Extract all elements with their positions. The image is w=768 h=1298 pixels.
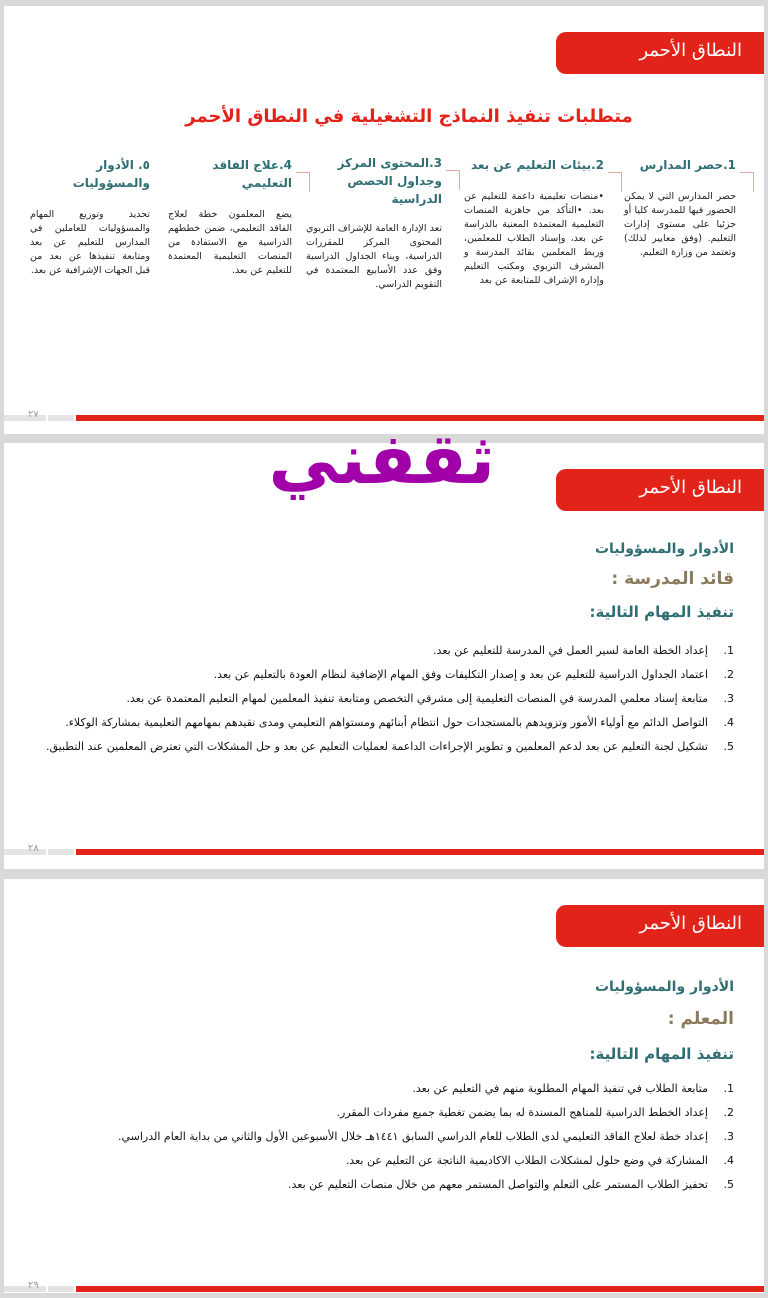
footer-grey-bar xyxy=(4,849,46,855)
list-item xyxy=(40,735,734,759)
footer-grey-bar xyxy=(48,415,74,421)
footer-grey-bar xyxy=(48,849,74,855)
slide-page-29 xyxy=(4,879,764,1293)
footer-grey-bar xyxy=(4,1286,46,1292)
requirement-column-5 xyxy=(30,156,150,278)
section-heading: الأدوار والمسؤوليات xyxy=(594,541,734,557)
list-item xyxy=(40,1149,734,1173)
page-title: متطلبات تنفيذ النماذج التشغيلية في النطاق الأحمر xyxy=(185,106,633,127)
item-text: اعتماد الجداول الدراسية للتعليم عن بعد و إصدار التكليفات وفق المهام الإضافية لنظام العودة بالتعليم عن بعد. xyxy=(213,668,708,681)
item-number: 3. xyxy=(723,1130,734,1143)
requirement-column-3 xyxy=(306,154,442,292)
item-text: إعداد الخطة العامة لسير العمل في المدرسة للتعليم عن بعد. xyxy=(433,644,708,657)
slide-page-27 xyxy=(4,6,764,434)
watermark-text: ثقفني xyxy=(268,418,495,500)
requirement-column-1 xyxy=(624,156,736,260)
list-item xyxy=(40,687,734,711)
zone-tab: النطاق الأحمر xyxy=(556,905,764,947)
task-list xyxy=(40,1077,734,1197)
tasks-heading: تنفيذ المهام التالية: xyxy=(589,603,734,621)
item-text: متابعة الطلاب في تنفيذ المهام المطلوبة منهم في التعليم عن بعد. xyxy=(412,1082,708,1095)
role-heading: المعلم : xyxy=(667,1009,734,1029)
page-footer xyxy=(4,843,764,855)
list-item xyxy=(40,1101,734,1125)
task-list xyxy=(40,639,734,759)
item-number: 1. xyxy=(723,644,734,657)
slide-page-28 xyxy=(4,443,764,869)
footer-red-bar xyxy=(76,1286,764,1292)
page-number: ٢٧ xyxy=(28,409,39,420)
item-text: تحفيز الطلاب المستمر على التعلم والتواصل المستمر معهم من خلال منصات التعليم عن بعد. xyxy=(288,1178,708,1191)
column-body: •منصات تعليمية داعمة للتعليم عن بعد. •التأكد من جاهزية المنصات التعليمية المعتمدة المعنية بالدراسة عن بعد، وإسناد الطلاب للمعلمين، وربط المعلمين بقائد المدرسة و المشرف التربوي ومكتب التعليم وإدارة الإشراف للمتابعة عن بعد xyxy=(464,191,604,286)
list-item xyxy=(40,1125,734,1149)
column-body: تعد الإدارة العامة للإشراف التربوي المحتوى المركز للمقررات الدراسية، وبناء الجداول الدراسية وفق عدد الأسابيع المعتمدة في التقويم الدراسي. xyxy=(306,223,442,290)
item-number: 3. xyxy=(723,692,734,705)
bracket-line xyxy=(446,170,460,190)
zone-tab: النطاق الأحمر xyxy=(556,32,764,74)
bracket-line xyxy=(608,172,622,192)
list-item xyxy=(40,1173,734,1197)
page-number: ٢٩ xyxy=(28,1280,39,1291)
footer-grey-bar xyxy=(4,415,46,421)
column-heading: 2.بيئات التعليم عن بعد xyxy=(470,158,604,172)
item-number: 4. xyxy=(723,1154,734,1167)
item-text: التواصل الدائم مع أولياء الأمور وتزويدهم بالمستجدات حول انتظام أبنائهم ومستواهم التعليمي ومدى تقيدهم بمهامهم التعليمية بمشاركة الوكلاء. xyxy=(65,716,708,729)
column-heading: 1.حصر المدارس xyxy=(639,158,736,172)
item-number: 4. xyxy=(723,716,734,729)
column-heading: 3.المحتوى المركز وجداول الحصص الدراسية xyxy=(337,156,442,206)
item-text: تشكيل لجنة التعليم عن بعد لدعم المعلمين و تطوير الإجراءات الداعمة لعمليات التعليم عن بعد و حل المشكلات التي تعترض المعلمين عند التطبيق. xyxy=(45,740,708,753)
item-text: متابعة إسناد معلمي المدرسة في المنصات التعليمية إلى مشرفي التخصص ومتابعة تنفيذ المعلمين لمهام التعليم المعتمدة عن بعد. xyxy=(126,692,708,705)
column-body: تحديد وتوزيع المهام والمسؤوليات للعاملين في المدارس للتعليم عن بعد ومتابعة تنفيذها عن بعد من قبل الجهات الإشرافية عن بعد. xyxy=(30,209,150,276)
list-item xyxy=(40,663,734,687)
zone-tab: النطاق الأحمر xyxy=(556,469,764,511)
page-number: ٢٨ xyxy=(28,843,39,854)
footer-red-bar xyxy=(76,849,764,855)
item-number: 5. xyxy=(723,1178,734,1191)
section-heading: الأدوار والمسؤوليات xyxy=(594,979,734,995)
item-number: 2. xyxy=(723,1106,734,1119)
column-heading: ٥. الأدوار والمسؤوليات xyxy=(72,158,150,190)
column-body: يضع المعلمون خطة لعلاج الفاقد التعليمي، ضمن خططهم الدراسية مع الاستفادة من المنصات التعليمية المعتمدة للتعليم عن بعد. xyxy=(168,209,292,276)
item-text: المشاركة في وضع حلول لمشكلات الطلاب الاكاديمية الناتجة عن التعليم عن بعد. xyxy=(345,1154,708,1167)
column-body: حصر المدارس التي لا يمكن الحضور فيها للمدرسة كليا أو جزئيا على مستوى إدارات التعليم. (وفق معايير لذلك) وتعتمد من وزارة التعليم. xyxy=(624,191,736,258)
tasks-heading: تنفيذ المهام التالية: xyxy=(589,1045,734,1063)
page-footer xyxy=(4,1280,764,1292)
bracket-line xyxy=(296,172,310,192)
list-item xyxy=(40,639,734,663)
requirement-column-2 xyxy=(464,156,604,288)
role-heading: قائد المدرسة : xyxy=(611,569,734,589)
bracket-line xyxy=(740,172,754,192)
column-heading: 4.علاج الفاقد التعليمي xyxy=(212,158,292,190)
requirement-column-4 xyxy=(168,156,292,278)
item-number: 5. xyxy=(723,740,734,753)
item-number: 1. xyxy=(723,1082,734,1095)
item-text: إعداد خطة لعلاج الفاقد التعليمي لدى الطلاب للعام الدراسي السابق ١٤٤١هـ خلال الأسبوعين الأول والثاني من بداية العام الدراسي. xyxy=(117,1130,708,1143)
list-item xyxy=(40,711,734,735)
item-number: 2. xyxy=(723,668,734,681)
item-text: إعداد الخطط الدراسية للمناهج المسندة له بما يضمن تغطية جميع مفردات المقرر. xyxy=(336,1106,708,1119)
footer-grey-bar xyxy=(48,1286,74,1292)
list-item xyxy=(40,1077,734,1101)
